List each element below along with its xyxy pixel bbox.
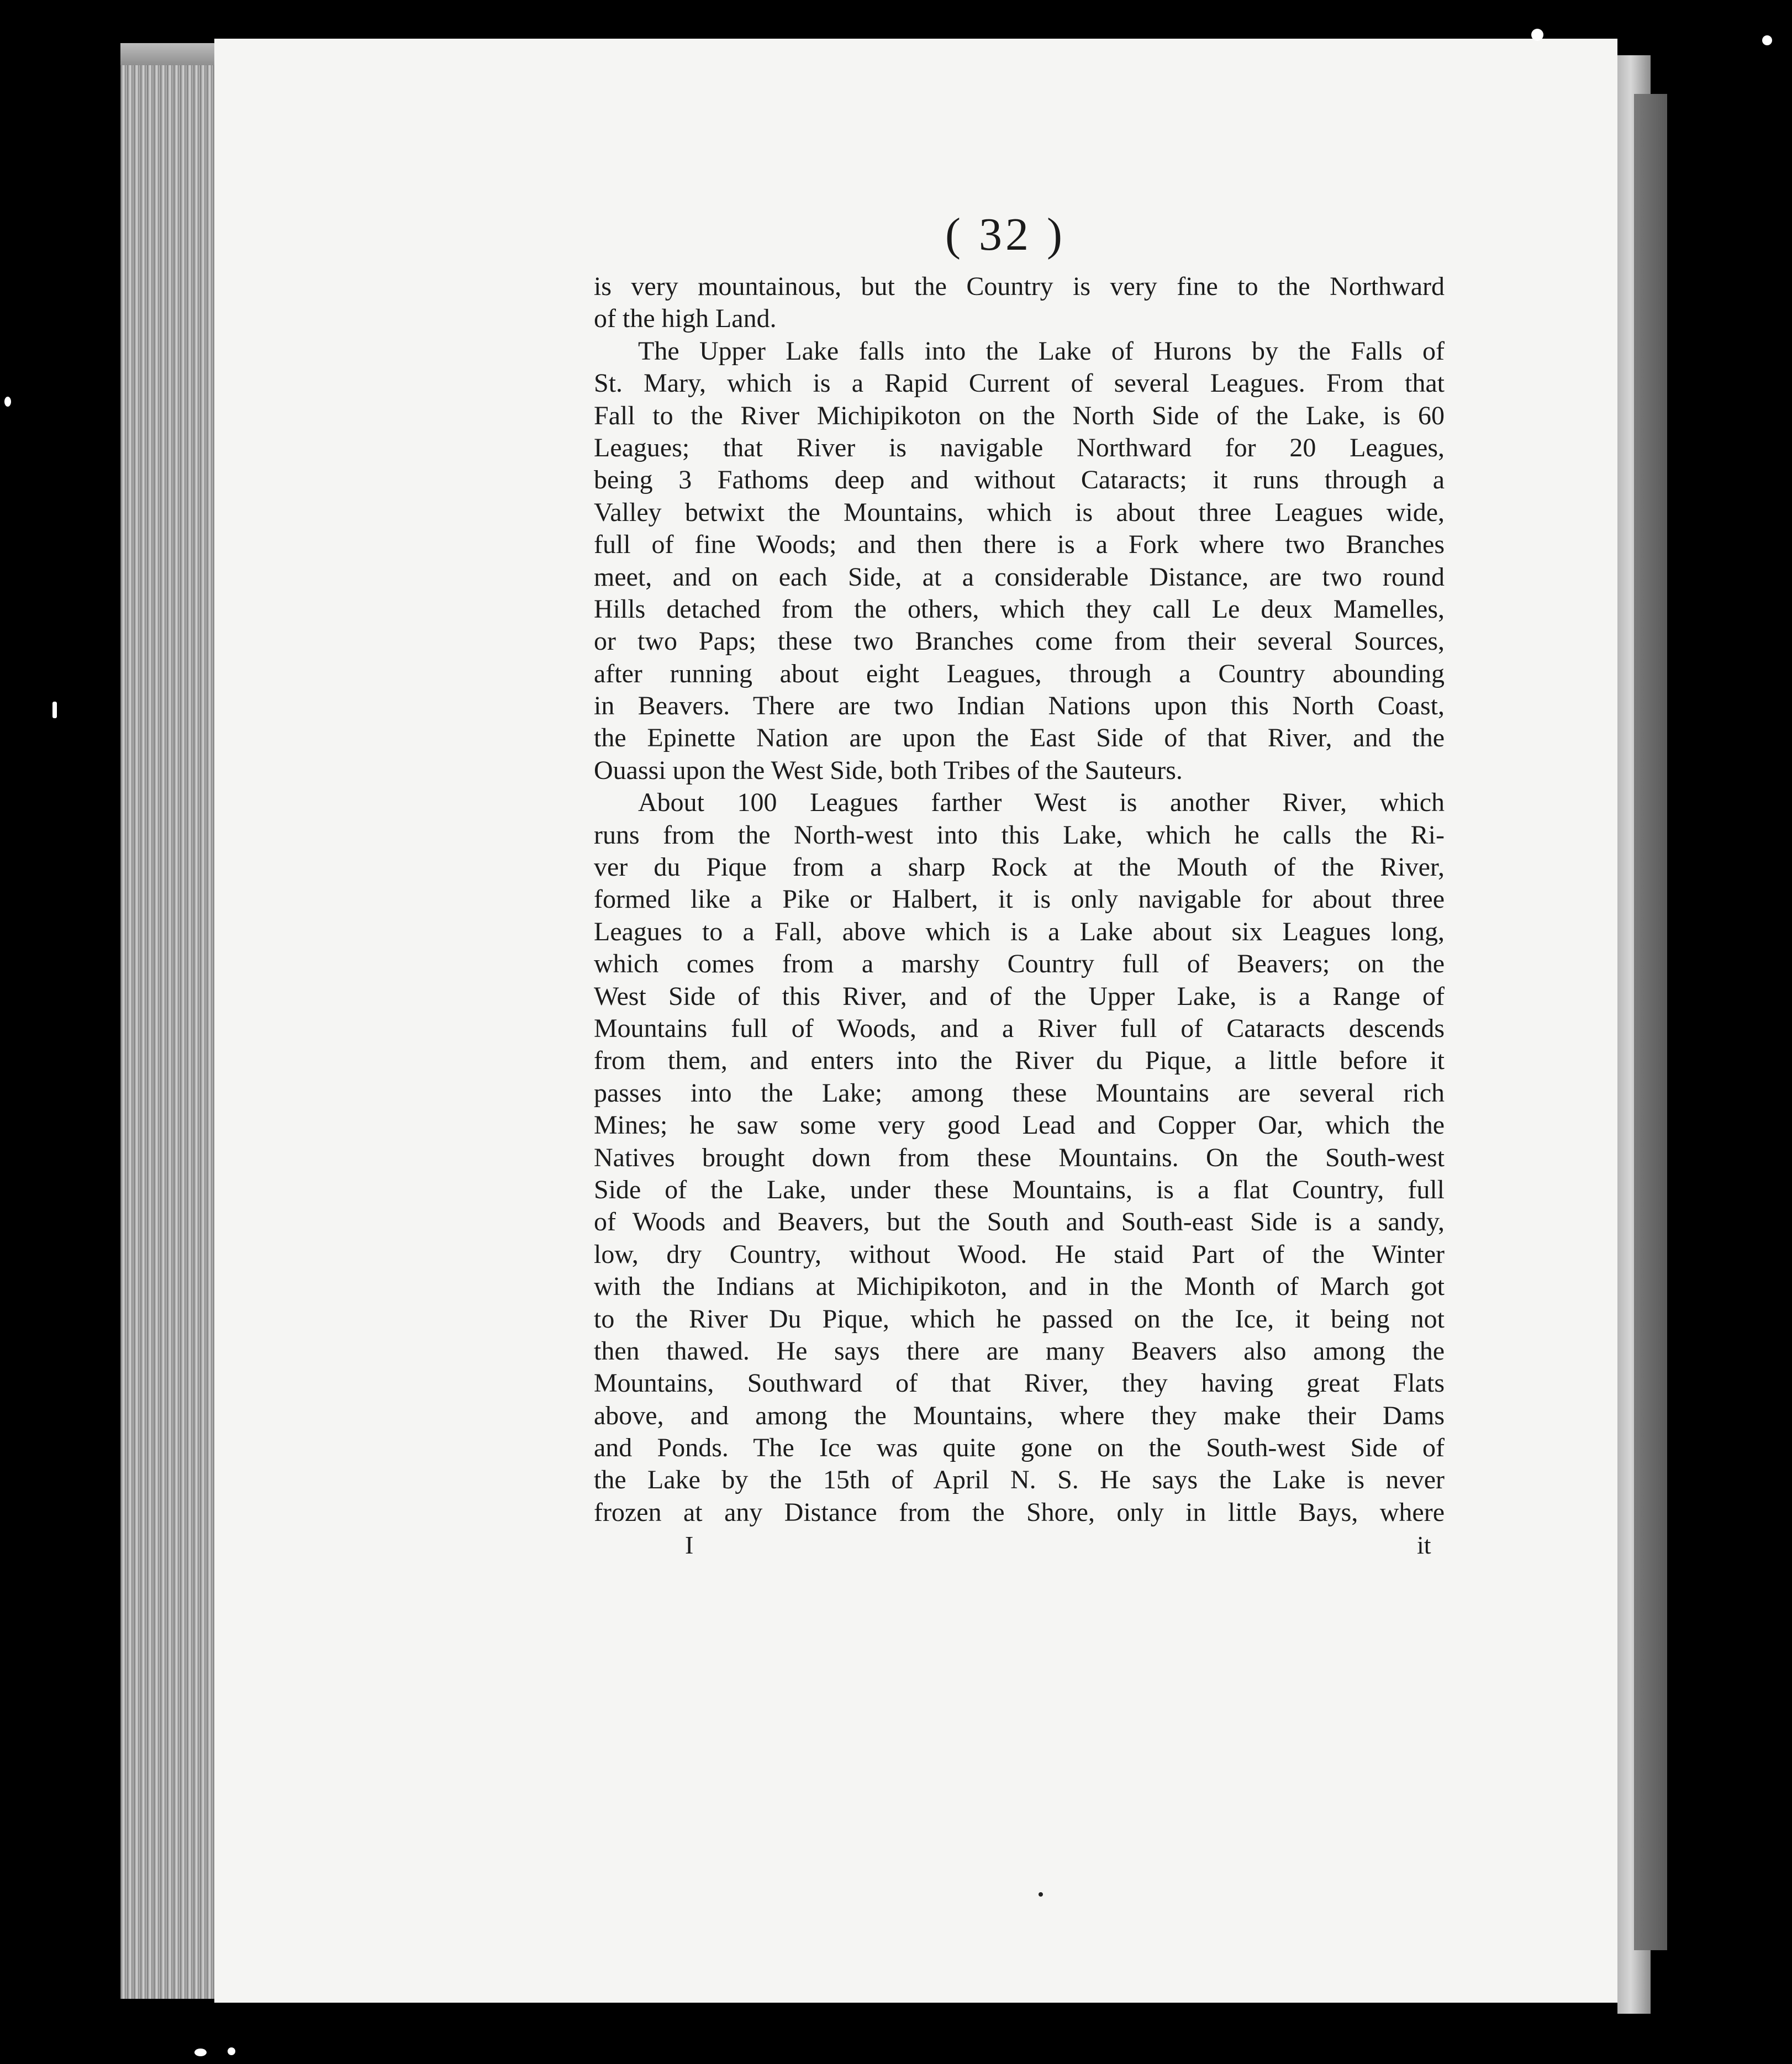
scan-speck [194,2049,207,2056]
page-edge-top [120,43,214,65]
text-line: The Upper Lake falls into the Lake of Hurons by the Falls of [638,336,1445,366]
text-line: of the high Land. [594,304,777,334]
text-line: Natives brought down from these Mountains. On the South-west [594,1142,1445,1172]
text-line: formed like a Pike or Halbert, it is only navigable for about three [594,884,1445,914]
text-line: the Epinette Nation are upon the East Side of that River, and the [594,723,1445,753]
scan-speck [1762,35,1772,45]
text-line: after running about eight Leagues, through a Country abounding [594,659,1445,688]
text-line: runs from the North-west into this Lake, which he calls the Ri- [594,820,1445,850]
scan-speck [52,702,57,718]
text-line: Hills detached from the others, which they call Le deux Mamelles, [594,594,1445,624]
text-line: of Woods and Beavers, but the South and South-east Side is a sandy, [594,1207,1445,1237]
text-line: above, and among the Mountains, where they make their Dams [594,1400,1445,1430]
text-line: Ouassi upon the West Side, both Tribes of the Sauteurs. [594,755,1183,785]
text-line: or two Paps; these two Branches come from their several Sources, [594,626,1445,656]
text-line: to the River Du Pique, which he passed on the Ice, it being not [594,1304,1445,1334]
text-line: passes into the Lake; among these Mountains are several rich [594,1078,1445,1108]
text-line: in Beavers. There are two Indian Nations upon this North Coast, [594,691,1445,721]
text-line: then thawed. He says there are many Beavers also among the [594,1336,1445,1366]
text-line: low, dry Country, without Wood. He staid Part of the Winter [594,1239,1445,1269]
text-line: About 100 Leagues farther West is another River, which [638,788,1445,818]
page-number: ( 32 ) [945,209,1066,260]
scan-speck [1531,29,1543,41]
page-edge-stack [120,43,214,1999]
text-line: is very mountainous, but the Country is very fine to the Northward [594,272,1445,301]
signature-mark: I [685,1531,694,1559]
text-line: the Lake by the 15th of April N. S. He says the Lake is never [594,1465,1445,1495]
text-line: Mountains full of Woods, and a River full of Cataracts descends [594,1013,1445,1043]
text-line: West Side of this River, and of the Upper Lake, is a Range of [594,981,1445,1011]
text-line: frozen at any Distance from the Shore, only in little Bays, where [594,1497,1445,1527]
facing-page-shadow [1634,94,1667,1950]
text-line: meet, and on each Side, at a considerable Distance, are two round [594,562,1445,592]
text-line: from them, and enters into the River du Pique, a little before it [594,1046,1445,1076]
catchword: it [1417,1531,1431,1559]
body-text [594,271,1445,1529]
text-line: Leagues to a Fall, above which is a Lake about six Leagues long, [594,917,1445,946]
text-line: with the Indians at Michipikoton, and in the Month of March got [594,1272,1445,1302]
text-line: Mines; he saw some very good Lead and Copper Oar, which the [594,1110,1445,1140]
text-line: Side of the Lake, under these Mountains, is a flat Country, full [594,1175,1445,1204]
scan-speck [4,397,11,407]
text-line: Mountains, Southward of that River, they having great Flats [594,1368,1445,1398]
text-line: which comes from a marshy Country full of Beavers; on the [594,949,1445,979]
text-line: Valley betwixt the Mountains, which is about three Leagues wide, [594,497,1445,527]
text-line: ver du Pique from a sharp Rock at the Mouth of the River, [594,852,1445,882]
text-line: full of fine Woods; and then there is a Fork where two Branches [594,530,1445,560]
text-line: being 3 Fathoms deep and without Cataracts; it runs through a [594,465,1445,495]
scan-speck [228,2047,235,2055]
text-line: and Ponds. The Ice was quite gone on the South-west Side of [594,1433,1445,1463]
text-line: St. Mary, which is a Rapid Current of several Leagues. From that [594,368,1445,398]
text-line: Leagues; that River is navigable Northward for 20 Leagues, [594,433,1445,462]
ink-dot [1039,1892,1043,1897]
text-line: Fall to the River Michipikoton on the North Side of the Lake, is 60 [594,401,1445,430]
